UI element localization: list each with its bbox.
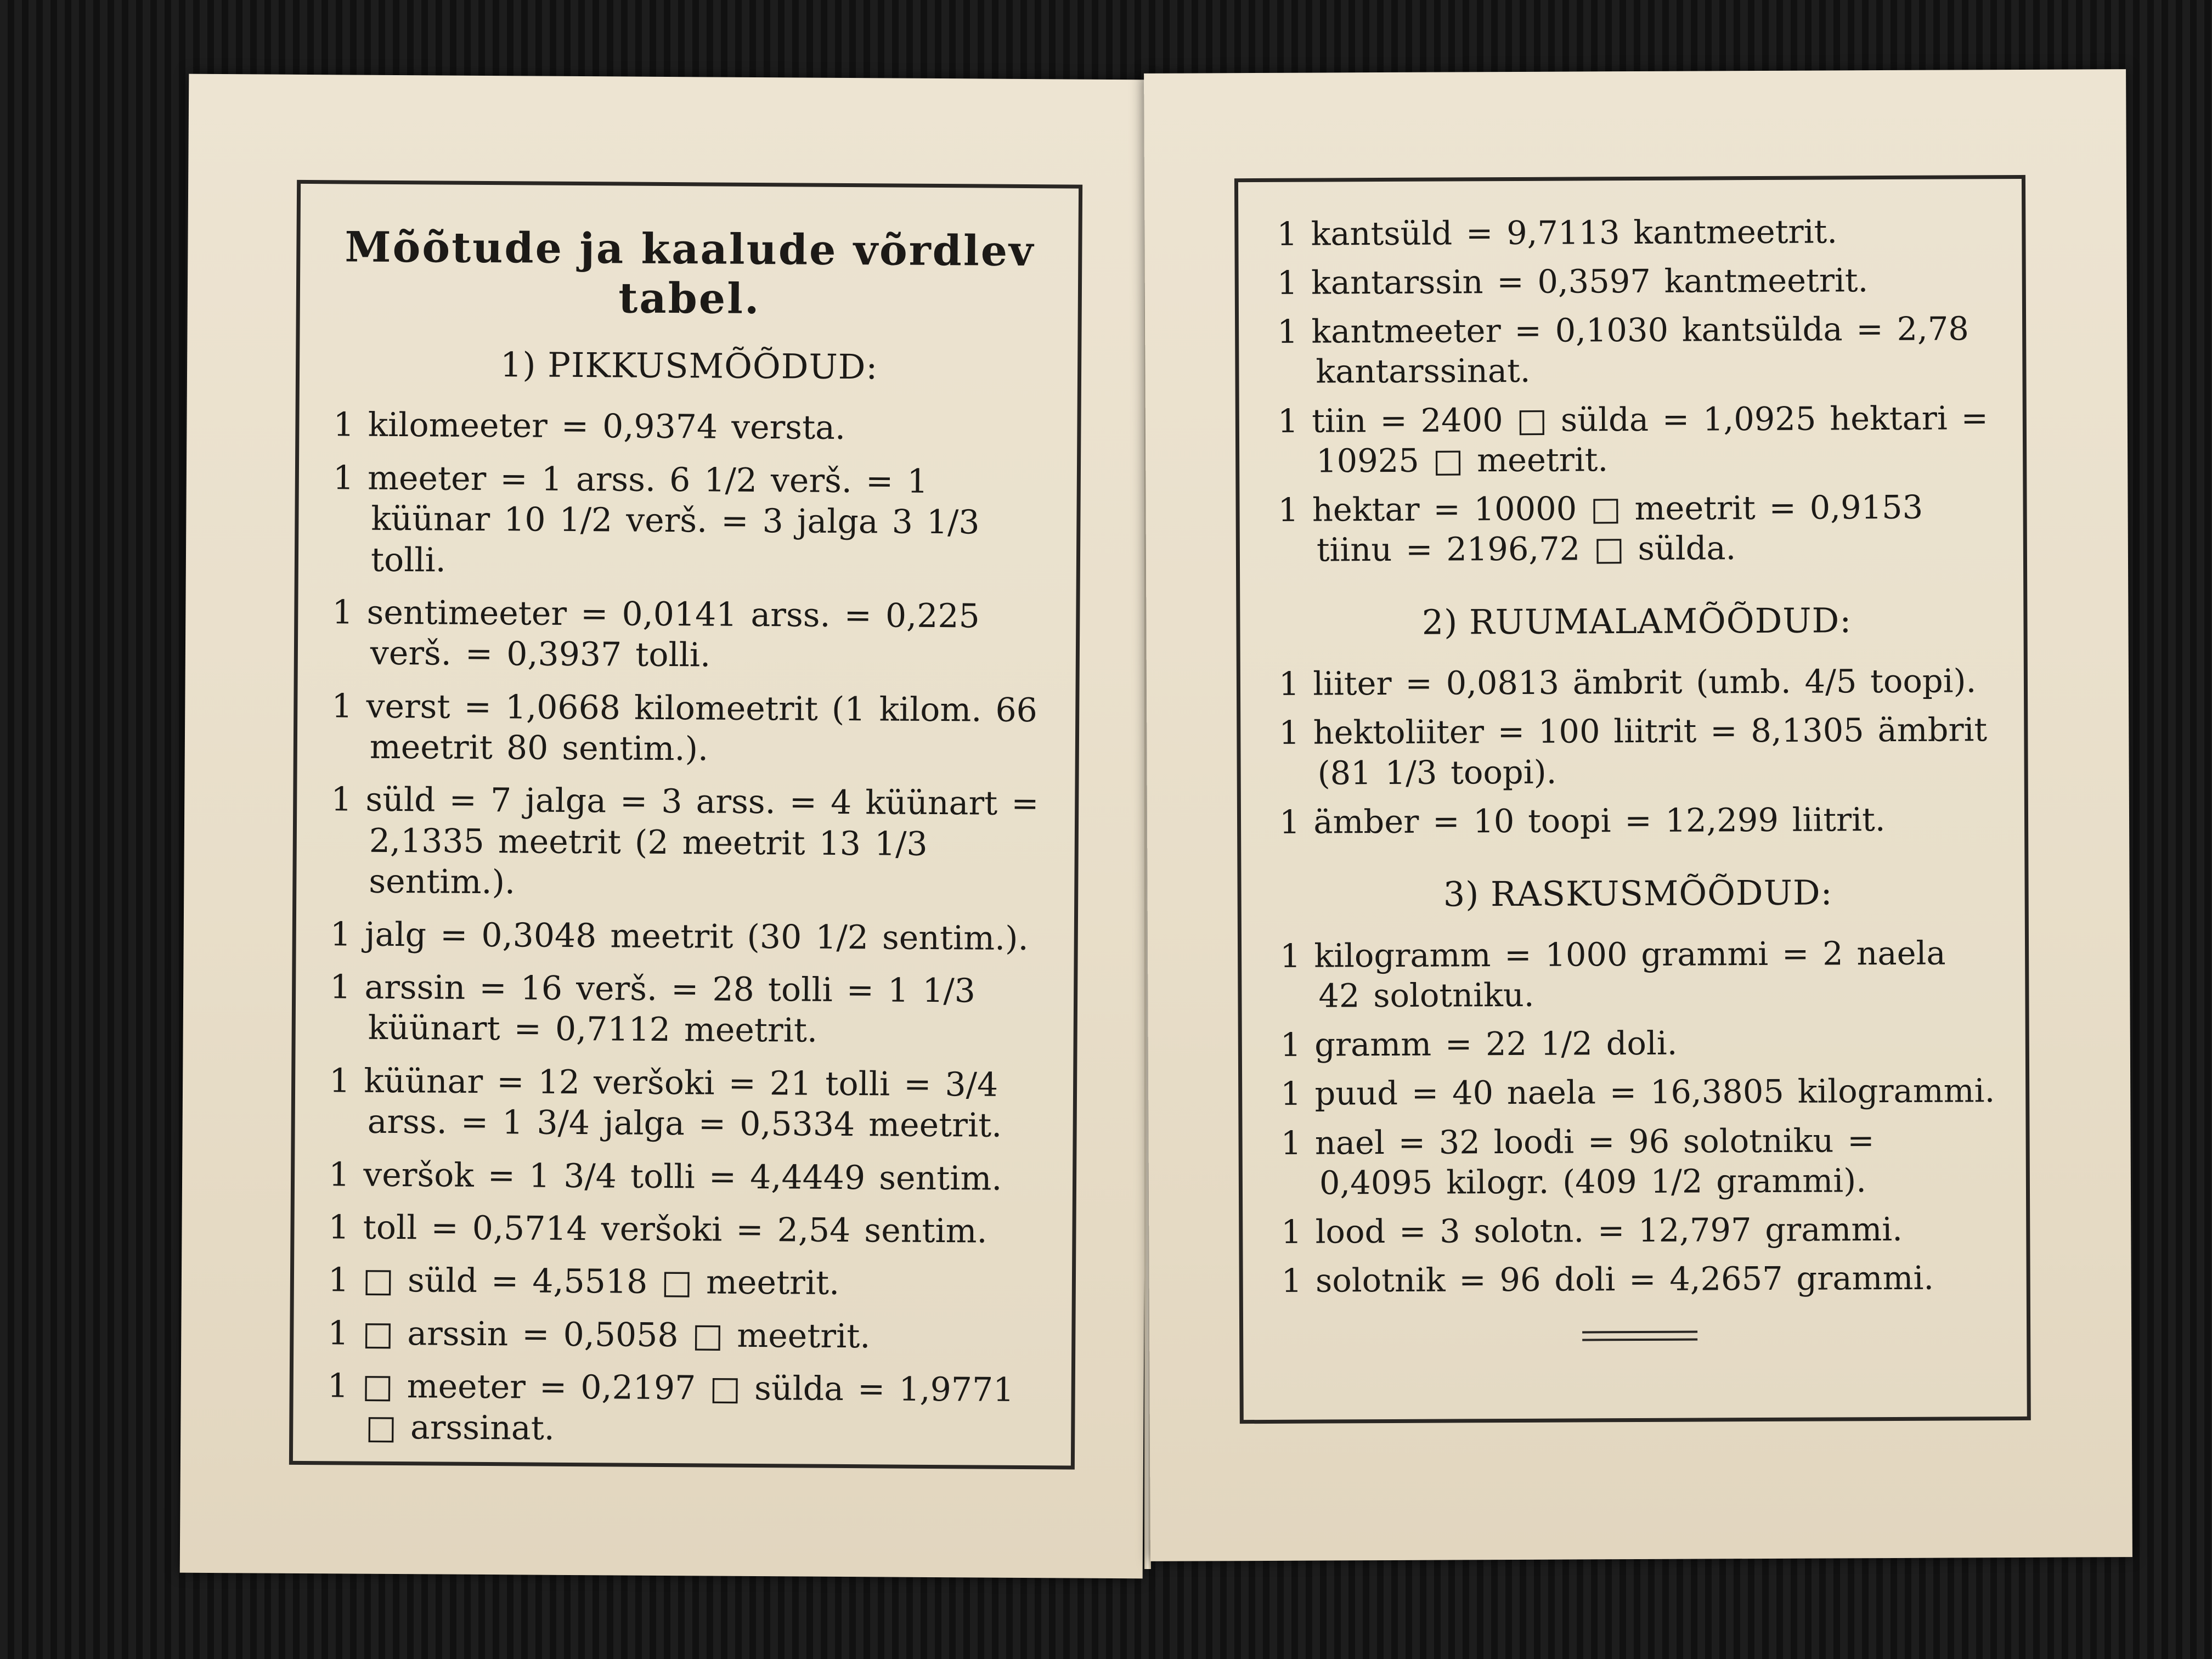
section-heading-length: 1) PIKKUSMÕÕDUD: [500, 345, 878, 387]
list-item: 1 □ meeter = 0,2197 □ sülda = 1,9771 □ arssinat. [327, 1367, 1014, 1448]
list-item: 1 □ arssin = 0,5058 □ meetrit. [328, 1314, 871, 1356]
list-item: 1 süld = 7 jalga = 3 arss. = 4 küünart = 2,1335 meetrit (2 meetrit 13 1/3 sentim.). [331, 780, 1039, 902]
section-heading-weight: 3) RASKUSMÕÕDUD: [1443, 872, 1833, 915]
list-item: 1 □ süld = 4,5518 □ meetrit. [328, 1261, 840, 1303]
list-item: 1 kantarssin = 0,3597 kantmeetrit. [1277, 261, 1869, 302]
list-item: 1 kilogramm = 1000 grammi = 2 naela 42 solotniku. [1279, 934, 1946, 1015]
double-rule-divider [1582, 1331, 1697, 1341]
list-item: 1 jalg = 0,3048 meetrit (30 1/2 sentim.). [330, 915, 1029, 958]
left-page [180, 74, 1152, 1579]
list-item: 1 toll = 0,5714 veršoki = 2,54 sentim. [328, 1208, 988, 1251]
section-heading-volume: 2) RUUMALAMÕÕDUD: [1421, 600, 1852, 642]
list-item: 1 hektoliiter = 100 liitrit = 8,1305 ämbrit (81 1/3 toopi). [1279, 710, 1988, 792]
list-item: 1 nael = 32 loodi = 96 solotniku = 0,4095 kilogr. (409 1/2 grammi). [1280, 1121, 1875, 1202]
list-item: 1 küünar = 12 veršoki = 21 tolli = 3/4 arss. = 1 3/4 jalga = 0,5334 meetrit. [329, 1062, 1002, 1145]
list-item: 1 kantsüld = 9,7113 kantmeetrit. [1277, 212, 1838, 253]
list-item: 1 gramm = 22 1/2 doli. [1280, 1024, 1678, 1064]
list-item: 1 kantmeeter = 0,1030 kantsülda = 2,78 kantarssinat. [1277, 309, 1970, 391]
list-item: 1 verst = 1,0668 kilomeetrit (1 kilom. 66 meetrit 80 sentim.). [331, 686, 1038, 769]
list-item: 1 ämber = 10 toopi = 12,299 liitrit. [1279, 800, 1886, 841]
list-item: 1 liiter = 0,0813 ämbrit (umb. 4/5 toopi). [1278, 662, 1977, 703]
list-item: 1 puud = 40 naela = 16,3805 kilogrammi. [1280, 1071, 1995, 1113]
length-entries-list [327, 405, 1045, 1452]
list-item: 1 tiin = 2400 □ sülda = 1,0925 hektari = 10925 □ meetrit. [1277, 398, 1989, 480]
left-table-frame [289, 180, 1082, 1470]
table-title: Mõõtude ja kaalude võrdlev tabel. [345, 222, 1035, 323]
list-item: 1 kilomeeter = 0,9374 versta. [333, 405, 846, 448]
right-table-frame [1234, 175, 2031, 1424]
list-item: 1 meeter = 1 arss. 6 1/2 verš. = 1 küünar 10 1/2 verš. = 3 jalga 3 1/3 tolli. [332, 459, 980, 580]
list-item: 1 hektar = 10000 □ meetrit = 0,9153 tiinu = 2196,72 □ sülda. [1278, 488, 1923, 569]
list-item: 1 veršok = 1 3/4 tolli = 4,4449 sentim. [328, 1155, 1002, 1198]
volume-entries-list [1279, 661, 1996, 842]
list-item: 1 arssin = 16 verš. = 28 tolli = 1 1/3 küünart = 0,7112 meetrit. [329, 968, 976, 1051]
right-page [1144, 69, 2132, 1561]
weight-entries-list [1280, 933, 1998, 1301]
area-entries-list [1277, 211, 1995, 570]
list-item: 1 sentimeeter = 0,0141 arss. = 0,225 verš. = 0,3937 tolli. [332, 593, 980, 675]
list-item: 1 solotnik = 96 doli = 4,2657 grammi. [1281, 1259, 1934, 1300]
list-item: 1 lood = 3 solotn. = 12,797 grammi. [1281, 1210, 1903, 1251]
